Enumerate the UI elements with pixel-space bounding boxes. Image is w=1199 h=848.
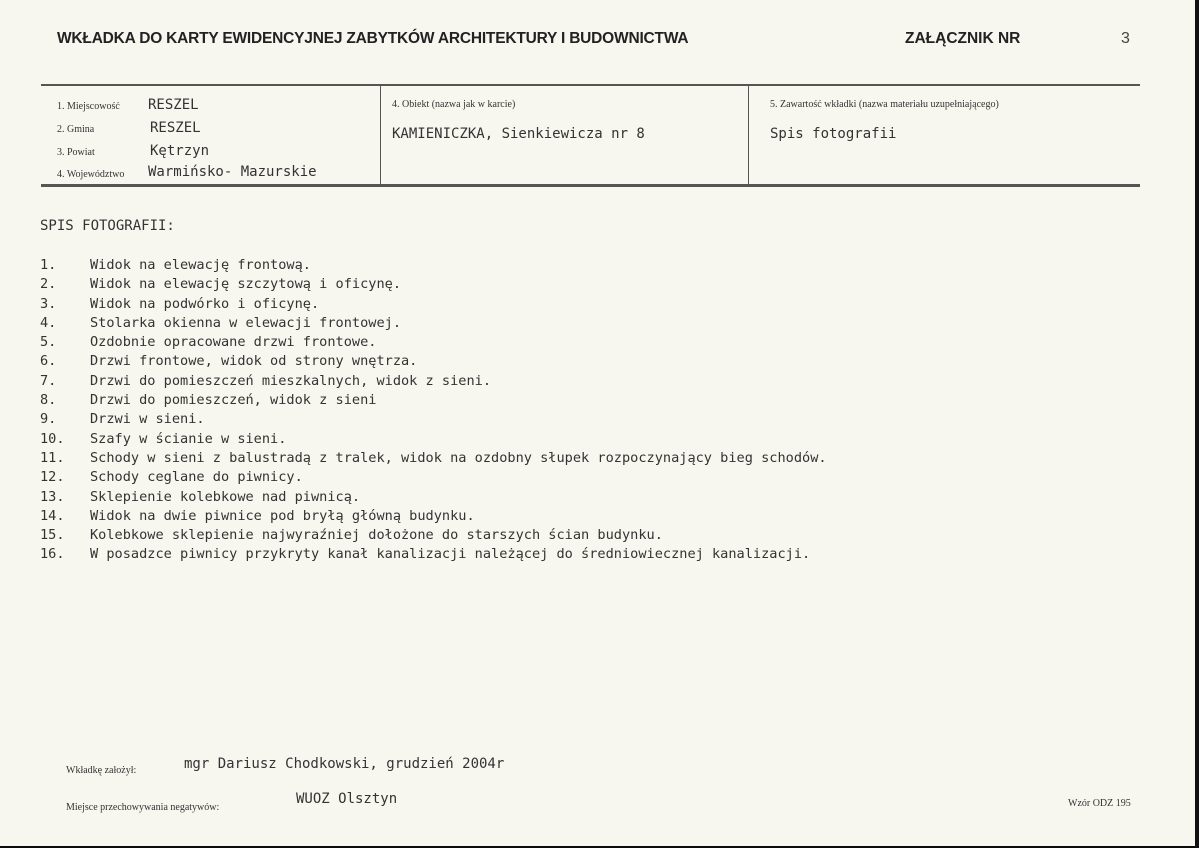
commune-label: 2. Gmina <box>57 124 95 135</box>
photo-item-text: Stolarka okienna w elewacji frontowej. <box>90 314 401 331</box>
negative-storage-label: Miejsce przechowywania negatywów: <box>66 802 220 813</box>
annex-number: 3 <box>1121 30 1130 47</box>
photo-list-title: SPIS FOTOGRAFII: <box>40 218 175 234</box>
photo-list-item <box>40 410 827 429</box>
photo-item-number: 4. <box>40 314 57 331</box>
photo-item-text: Widok na podwórko i oficynę. <box>90 295 320 312</box>
photo-item-text: Drzwi do pomieszczeń, widok z sieni <box>90 392 377 409</box>
negative-storage-value: WUOZ Olsztyn <box>296 791 398 807</box>
photo-item-text: Szafy w ścianie w sieni. <box>90 430 287 447</box>
author-value: mgr Dariusz Chodkowski, grudzień 2004r <box>184 756 505 772</box>
photo-list-item <box>40 314 827 333</box>
photo-list-item <box>40 333 827 352</box>
template-code <box>1068 798 1130 809</box>
photo-item-text: Kolebkowe sklepienie najwyraźniej dołożone do starszych ścian budynku. <box>90 527 663 544</box>
photo-item-number: 9. <box>40 411 57 428</box>
photo-item-text: Sklepienie kolebkowe nad piwnicą. <box>90 488 361 505</box>
photo-item-text: Drzwi frontowe, widok od strony wnętrza. <box>90 353 418 370</box>
photo-list-item <box>40 468 827 487</box>
author-label: Wkładkę założył: <box>66 765 137 776</box>
photo-item-text: Schody w sieni z balustradą z tralek, widok na ozdobny słupek rozpoczynający bieg schodów. <box>90 449 827 466</box>
photo-item-number: 8. <box>40 392 57 409</box>
annex-label: ZAŁĄCZNIK NR <box>905 30 1021 47</box>
photo-item-number: 1. <box>40 257 57 273</box>
photo-item-text: Widok na elewację szczytową i oficynę. <box>90 276 401 293</box>
photo-list-item <box>40 526 827 545</box>
document-title: WKŁADKA DO KARTY EWIDENCYJNEJ ZABYTKÓW ARCHITEKTURY I BUDOWNICTWA <box>57 30 689 47</box>
photo-item-number: 14. <box>40 507 65 524</box>
photo-list-item <box>40 430 827 449</box>
photo-item-text: Drzwi w sieni. <box>90 411 205 428</box>
photo-item-number: 16. <box>40 546 65 563</box>
photo-item-number: 11. <box>40 449 65 466</box>
photo-item-text: Widok na elewację frontową. <box>90 257 311 273</box>
photo-list-item <box>40 372 827 391</box>
column-divider-1 <box>380 86 381 184</box>
photo-item-number: 10. <box>40 430 65 447</box>
photo-item-number: 7. <box>40 372 57 389</box>
county-value: Kętrzyn <box>150 143 210 159</box>
photo-list <box>40 256 827 565</box>
template-code-main: Wzór ODZ 19 <box>1068 798 1126 809</box>
photo-item-text: Ozdobnie opracowane drzwi frontowe. <box>90 334 377 351</box>
locality-label: 1. Miejscowość <box>57 101 120 112</box>
photo-list-item <box>40 545 827 564</box>
template-code-tail: 5 <box>1125 798 1131 809</box>
photo-item-number: 5. <box>40 334 57 351</box>
commune-value: RESZEL <box>150 120 201 136</box>
photo-item-number: 2. <box>40 276 57 293</box>
photo-item-number: 3. <box>40 295 57 312</box>
photo-item-text: W posadzce piwnicy przykryty kanał kanalizacji należącej do średniowiecznej kanalizacji. <box>90 546 811 563</box>
photo-list-item <box>40 256 827 275</box>
photo-item-text: Widok na dwie piwnice pod bryłą główną budynku. <box>90 507 475 524</box>
scan-edge <box>1195 0 1199 848</box>
object-value: KAMIENICZKA, Sienkiewicza nr 8 <box>392 126 645 142</box>
contents-label: 5. Zawartość wkładki (nazwa materiału uzupełniającego) <box>770 99 999 110</box>
contents-value: Spis fotografii <box>770 126 897 142</box>
photo-list-item <box>40 391 827 410</box>
photo-item-number: 12. <box>40 469 65 486</box>
photo-list-item <box>40 352 827 371</box>
photo-list-item <box>40 295 827 314</box>
photo-item-number: 15. <box>40 527 65 544</box>
photo-list-item <box>40 507 827 526</box>
locality-value: RESZEL <box>148 97 199 113</box>
object-label: 4. Obiekt (nazwa jak w karcie) <box>392 99 516 110</box>
photo-item-number: 13. <box>40 488 65 505</box>
photo-item-text: Drzwi do pomieszczeń mieszkalnych, widok z sieni. <box>90 372 492 389</box>
voivodeship-value: Warmińsko- Mazurskie <box>148 164 317 180</box>
column-divider-2 <box>748 86 749 184</box>
county-label: 3. Powiat <box>57 147 95 158</box>
photo-item-number: 6. <box>40 353 57 370</box>
header-rule-top <box>41 84 1140 86</box>
voivodeship-label: 4. Województwo <box>57 169 125 180</box>
photo-list-item <box>40 488 827 507</box>
photo-item-text: Schody ceglane do piwnicy. <box>90 469 303 486</box>
photo-list-item <box>40 275 827 294</box>
header-rule-bottom <box>41 184 1140 187</box>
photo-list-item <box>40 449 827 468</box>
